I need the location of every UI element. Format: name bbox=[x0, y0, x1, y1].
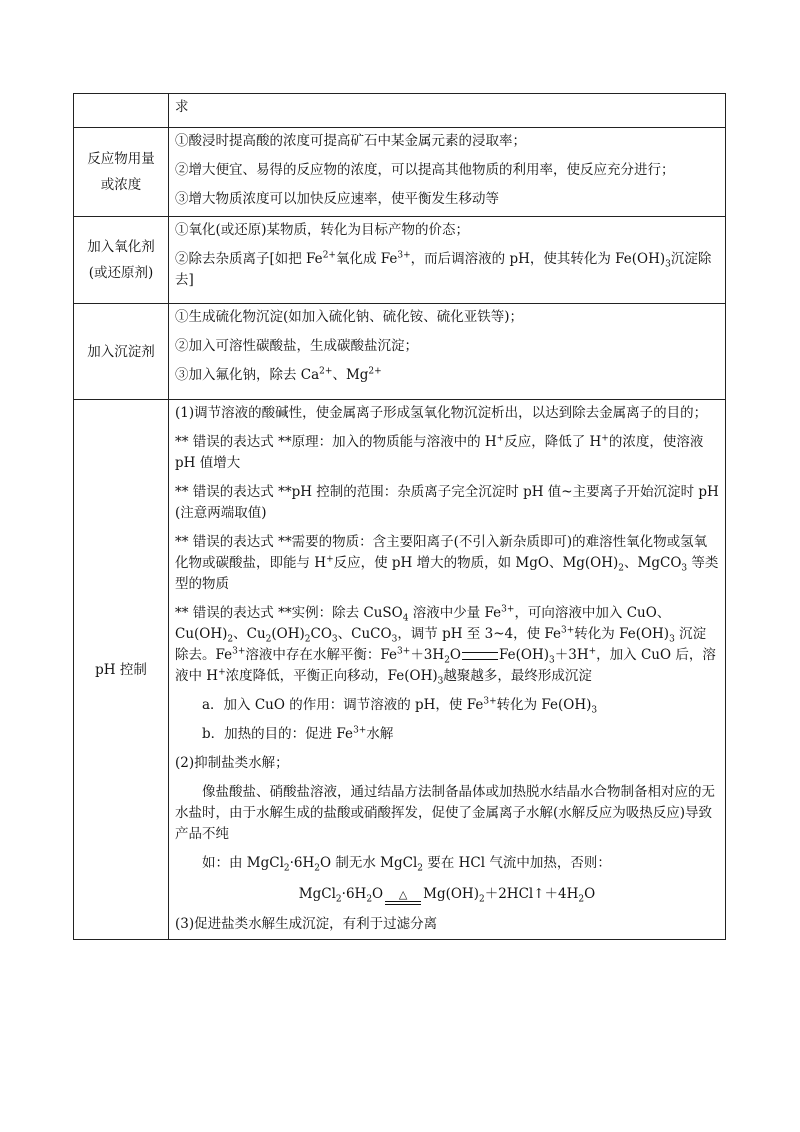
reversible-arrow-icon bbox=[462, 652, 498, 660]
text-line: (2)抑制盐类水解； bbox=[175, 755, 289, 771]
text-line: ③加入氟化钠，除去 $Ca^{2+}$、$Mg^{2+}$ bbox=[175, 366, 382, 383]
label-line: 反应物用量 bbox=[87, 151, 155, 167]
equation-line: $MgCl_2\cdot 6H_2O$ △ $Mg(OH)_2+2HCl↑+4H_2O$ bbox=[298, 886, 596, 905]
row-content bbox=[169, 94, 726, 128]
text-line: ** 错误的表达式 **原理：加入的物质能与溶液中的 H+反应，降低了 H+的浓度，使溶液 pH 值增大 bbox=[175, 433, 704, 471]
text-line: ②增大便宜、易得的反应物的浓度，可以提高其他物质的利用率，使反应充分进行； bbox=[175, 162, 675, 178]
text-line: ②除去杂质离子[如把 $Fe^{2+}$氧化成 $Fe^{3+}$，而后调溶液的 pH，使其转化为 $Fe(OH)_3$沉淀除去] bbox=[175, 250, 712, 288]
table-row bbox=[74, 400, 726, 940]
text-line: 像盐酸盐、硝酸盐溶液，通过结晶方法制备晶体或加热脱水结晶水合物制备相对应的无水盐时，由于水解生成的盐酸或硝酸挥发，促使了金属离子水解(水解反应为吸热反应)导致产品不纯 bbox=[175, 784, 715, 842]
text-line: ** 错误的表达式 **pH 控制的范围：杂质离子完全沉淀时 pH 值~主要离子开始沉淀时 pH (注意两端取值) bbox=[175, 484, 719, 521]
text-line: 求 bbox=[175, 99, 189, 115]
table-row bbox=[74, 94, 726, 128]
text-line: ①生成硫化物沉淀(如加入硫化钠、硫化铵、硫化亚铁等)； bbox=[175, 309, 524, 325]
heating-arrow-icon: △ bbox=[383, 890, 423, 905]
text-line: (1)调节溶液的酸碱性，使金属离子形成氢氧化物沉淀析出，以达到除去金属离子的目的； bbox=[175, 405, 708, 421]
row-content bbox=[169, 217, 726, 304]
row-label: 加入沉淀剂 bbox=[74, 304, 169, 400]
label-line: (或还原剂) bbox=[88, 265, 154, 281]
process-conditions-table bbox=[73, 93, 726, 940]
table-row bbox=[74, 217, 726, 304]
row-content bbox=[169, 304, 726, 400]
text-line: ③增大物质浓度可以加快反应速率，使平衡发生移动等 bbox=[175, 191, 499, 207]
table-row bbox=[74, 128, 726, 217]
text-line: ** 错误的表达式 **需要的物质：含主要阳离子(不引入新杂质即可)的难溶性氧化物或氢氧化物或碳酸盐，即能与 H+反应，使 pH 增大的物质，如 MgO、$Mg(OH)_2$、MgCO$_3$ 等类型的物质 bbox=[175, 534, 719, 592]
row-label bbox=[74, 217, 169, 304]
label-line: 或浓度 bbox=[100, 177, 142, 193]
text-line: ①酸浸时提高酸的浓度可提高矿石中某金属元素的浸取率； bbox=[175, 133, 526, 149]
text-line: ②加入可溶性碳酸盐，生成碳酸盐沉淀； bbox=[175, 338, 418, 354]
text-line: a．加入 CuO 的作用：调节溶液的 pH，使 $Fe^{3+}$转化为 $Fe(OH)_3$ bbox=[202, 696, 598, 716]
text-line: b．加热的目的：促进 $Fe^{3+}$水解 bbox=[202, 725, 394, 742]
label-line: 加入氧化剂 bbox=[87, 239, 155, 255]
text-line: ** 错误的表达式 **实例：除去 CuSO$_4$ 溶液中少量 $Fe^{3+}$，可向溶液中加入 CuO、$Cu(OH)_2$、$Cu_2(OH)_2CO_3$、CuCO$_3$，调节 pH 至 3~4，使 $Fe^{3+}$转化为 $Fe(OH)_3$ 沉淀除去。$Fe^{3+}$溶液中存在水解平衡：$Fe^{3+}+3H_2O$ $Fe(OH)_3+3H^+$，加入 CuO 后，溶液中 H+浓度降低，平衡正向移动，$Fe(OH)_3$越聚越多，最终形成沉淀 bbox=[175, 604, 716, 687]
row-label bbox=[74, 128, 169, 217]
row-label-empty bbox=[74, 94, 169, 128]
row-label: pH 控制 bbox=[74, 400, 169, 940]
row-content bbox=[169, 400, 726, 940]
text-line: ①氧化(或还原)某物质，转化为目标产物的价态； bbox=[175, 222, 470, 238]
text-line: 如：由 $MgCl_2\cdot 6H_2O$ 制无水 MgCl$_2$ 要在 HCl 气流中加热，否则： bbox=[202, 855, 611, 874]
text-line: (3)促进盐类水解生成沉淀，有利于过滤分离 bbox=[175, 916, 438, 932]
table-row bbox=[74, 304, 726, 400]
row-content bbox=[169, 128, 726, 217]
